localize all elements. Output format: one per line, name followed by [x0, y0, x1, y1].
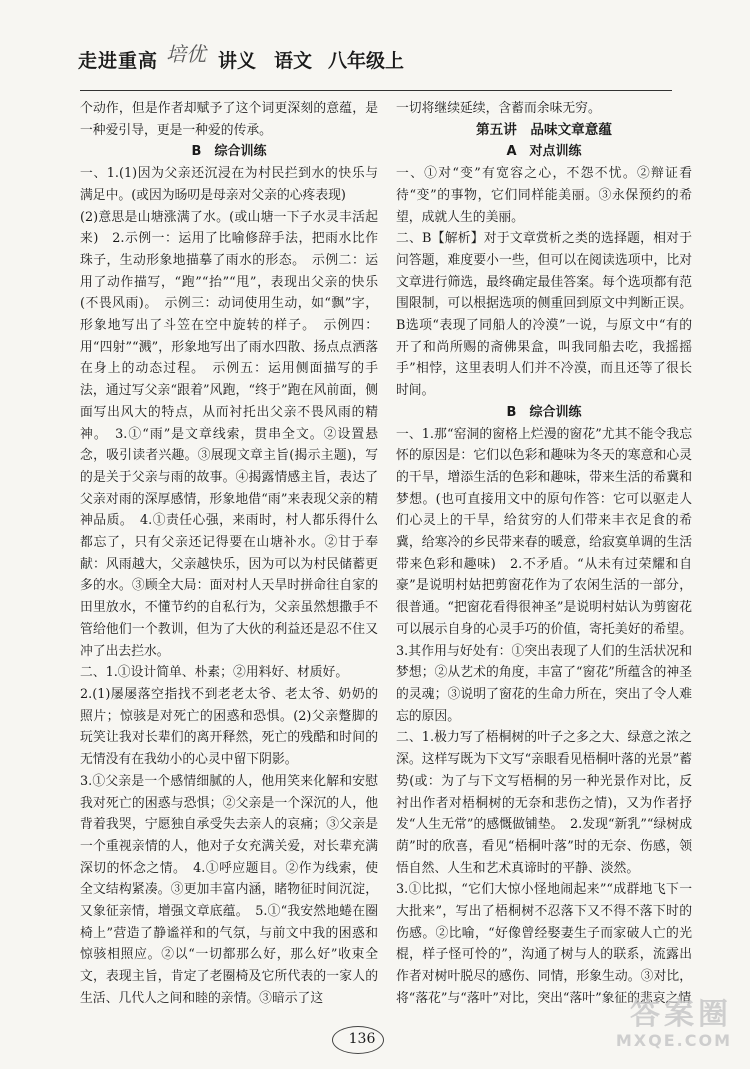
- header-divider: [80, 90, 672, 91]
- left-paragraph: 个动作，但是作者却赋予了这个词更深刻的意蕴，是一种爱引导，更是一种爱的传承。: [80, 101, 378, 138]
- left-paragraph: 2.(1)屡屡落空指找不到老老太爷、老太爷、奶奶的照片；惊骇是对死亡的困惑和恐惧。(2)父亲蹩脚的玩笑让我对长辈们的离开释然，死亡的残酷和时间的无情没有在我幼小的心灵中留下阴影。: [80, 686, 378, 768]
- grade-label: 八年级上: [328, 50, 405, 72]
- page-number: 136: [348, 1031, 376, 1047]
- series-title: 走进重高: [78, 50, 159, 72]
- left-paragraph: 二、1.①设计简单、朴素；②用料好、材质好。: [80, 665, 349, 681]
- watermark-title: 答案圈: [630, 997, 732, 1032]
- right-paragraph: 一、1.那“窑洞的窗格上烂漫的窗花”尤其不能令我忘怀的原因是：它们以色彩和趣味为冬天的寒意和心灵的干旱，增添生活的色彩和趣味，带来生活的希冀和梦想。(也可直接用文中的原句作答：它可以驱走人们心灵上的干旱，给贫穷的人们带来丰衣足食的希冀，给寒冷的乡民带来春的暖意，给寂寞单调的生活带来色彩和趣味) 2.不矛盾。“从未有过荣耀和自豪”是说明村姑把剪窗花作为了农闲生活的一部分，很普通。“把窗花看得很神圣”是说明村姑认为剪窗花可以展示自身的心灵手巧的价值，寄托美好的希望。3.其作用与好处有：①突出表现了人们的生活状况和梦想；②从艺术的角度，丰富了“窗花”所蕴含的神圣的灵魂；③说明了窗花的生命力所在，突出了令人难忘的原因。: [396, 426, 692, 724]
- section-heading: B 综合训练: [191, 144, 267, 160]
- left-paragraph: 一、1.(1)因为父亲还沉浸在为村民拦到水的快乐与满足中。(或因为旸叨是母亲对父亲的心疼表现): [80, 166, 378, 203]
- right-paragraph: 一、①对“变”有宽容之心，不怨不忧。②辩证看待“变”的事物，它们同样能美丽。③永保预约的希望，成就人生的美丽。: [396, 166, 692, 225]
- right-paragraph: 一切将继续延续，含蓄而余味无穷。: [396, 101, 601, 116]
- running-header: [78, 38, 678, 78]
- left-paragraph: 3.①父亲是一个感情细腻的人，他用笑来化解和安慰我对死亡的困惑与恐惧；②父亲是一个深沉的人，他背着我哭，宁愿独自承受失去亲人的哀痛；③父亲是一个重视亲情的人，他对子女充满关爱，对长辈充满深切的怀念之情。 4.①呼应题目。②作为线索，使全文结构紧凑。③更加丰富内涵，睹物征时间沉淀，又象征亲情，增强文章底蕴。 5.①“我安然地蜷在圈椅上”营造了静谧祥和的气氛，与前文中我的困惑和惊骇相照应。②以“一切都那么好，那么好”收束全文，表现主旨，肯定了老圈椅及它所代表的一家人的生活、几代人之间和睦的亲情。③暗示了这: [80, 773, 378, 1006]
- section-heading: B 综合训练: [506, 404, 582, 420]
- watermark-url: MXQE.COM: [615, 1031, 732, 1050]
- right-paragraph: 二、1.极力写了梧桐树的叶子之多之大、绿意之浓之深。这样写既为下文写“亲眼看见梧桐叶落的光景”蓄势(或：为了与下文写梧桐的另一种光景作对比，反衬出作者对梧桐树的无奈和悲伤之情)，又为作者抒发“人生无常”的感慨做铺垫。 2.发现“新乳”“绿树成荫”时的欣喜，看见“梧桐叶落”时的无奈、伤感，领悟自然、人生和艺术真谛时的平静、淡然。: [396, 730, 692, 876]
- watermark-logo: [582, 999, 732, 1059]
- right-paragraph: 二、B【解析】对于文章赏析之类的选择题，相对于问答题，难度要小一些，但可以在阅读选项中，比对文章进行筛选，最终确定最佳答案。每个选项都有范围限制，可以根据选项的侧重回到原文中判断正误。B选项“表现了同船人的冷漠”一说，与原文中“有的开了和尚所赐的斋佛果盒，叫我同船去吃，我摇摇手”相悖，这里表明人们并不冷漠，而且还等了很长时间。: [396, 231, 692, 399]
- left-column: [80, 98, 378, 1038]
- right-column: [396, 98, 692, 1038]
- right-paragraph: 3.①比拟，“它们大惊小怪地闹起来”“成群地飞下一大批来”，写出了梧桐树不忍落下又不得不落下时的伤感。②比喻，“好像曾经娶妻生子而家破人亡的光棍，样子怪可怜的”，沟通了树与人的联系，流露出作者对树叶脱尽的感伤、同情，形象生动。③对比，将“落花”与“落叶”对比，突出“落叶”象征的悲哀之情: [396, 882, 692, 1006]
- book-type: 讲义: [218, 50, 257, 72]
- series-script-logo: 培优: [166, 42, 206, 66]
- lesson-heading: 第五讲 品味文章意蕴: [476, 121, 612, 138]
- section-heading: A 对点训练: [506, 144, 582, 160]
- subject-label: 语文: [274, 50, 313, 72]
- left-paragraph: (2)意思是山塘涨满了水。(或山塘一下子水灵丰活起来) 2.示例一：运用了比喻修辞手法，把雨水比作珠子，生动形象地描摹了雨水的形态。 示例二：运用了动作描写，“跑”“抬”“甩”，表现出父亲的快乐(不畏风雨)。 示例三：动词使用生动，如“飘”字，形象地写出了斗笠在空中旋转的样子。 示例四：用“四射”“溅”，形象地写出了雨水四散、扬点点洒落在身上的动态过程。 示例五：运用侧面描写的手法，通过写父亲“跟着”风跑，“终于”跑在风前面，侧面写出风大的特点，从而衬托出父亲不畏风雨的精神。 3.①“雨”是文章线索，贯串全文。②设置悬念，吸引读者兴趣。③展现文章主旨(揭示主题)，写的是关于父亲与雨的故事。④揭露情感主旨，表达了父亲对雨的深厚感情，形象地借“雨”来表现父亲的精神品质。 4.①责任心强，来雨时，村人都乐得什么都忘了，只有父亲还记得要在山塘补水。②甘于奉献：风雨越大，父亲越快乐，因为可以为村民储蓄更多的水。③顾全大局：面对村人天旱时拼命往自家的田里放水，不懂节约的自私行为，父亲虽然想撒手不管给他们一个教训，但为了大伙的利益还是忍不住又冲了出去拦水。: [80, 209, 378, 659]
